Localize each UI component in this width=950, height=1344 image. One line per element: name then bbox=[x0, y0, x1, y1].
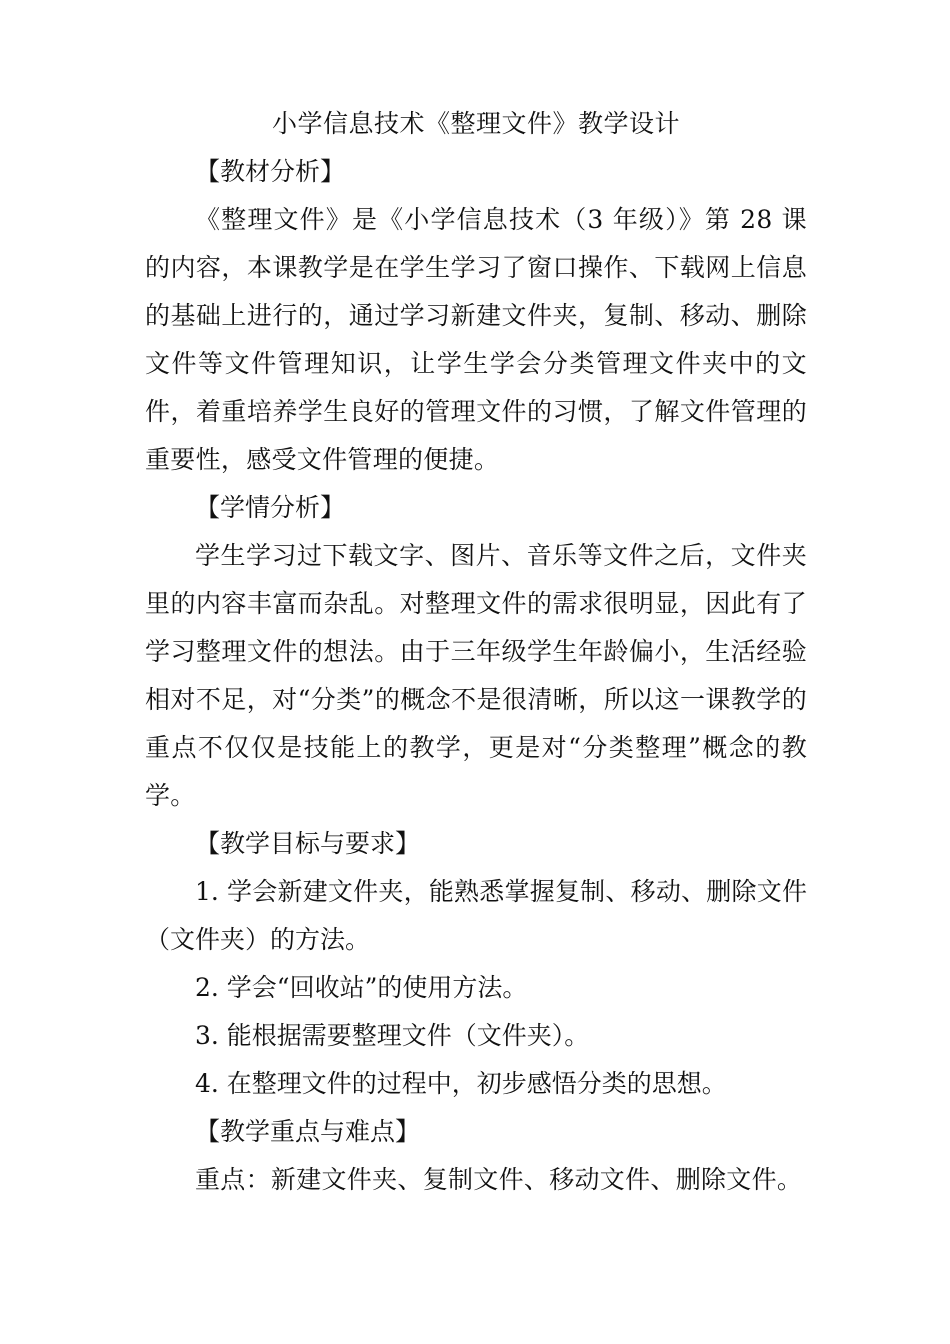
section-students bbox=[145, 484, 807, 820]
key-points-paragraph: 重点：新建文件夹、复制文件、移动文件、删除文件。 bbox=[195, 1165, 803, 1194]
section-heading-material: 【教材分析】 bbox=[195, 157, 346, 186]
section-heading-students: 【学情分析】 bbox=[195, 493, 346, 522]
section-key-points bbox=[145, 1108, 807, 1204]
material-paragraph: 《整理文件》是《小学信息技术（3 年级）》第 28 课的内容，本课教学是在学生学习了窗口操作、下载网上信息的基础上进行的，通过学习新建文件夹，复制、移动、删除文件等文件管理知识，让学生学会分类管理文件夹中的文件，着重培养学生良好的管理文件的习惯，了解文件管理的重要性，感受文件管理的便捷。 bbox=[145, 205, 807, 474]
document-page bbox=[145, 100, 807, 1204]
section-goals bbox=[145, 820, 807, 1108]
document-title: 小学信息技术《整理文件》教学设计 bbox=[271, 109, 680, 138]
students-paragraph: 学生学习过下载文字、图片、音乐等文件之后，文件夹里的内容丰富而杂乱。对整理文件的需求很明显，因此有了学习整理文件的想法。由于三年级学生年龄偏小，生活经验相对不足，对“分类”的概念不是很清晰，所以这一课教学的重点不仅仅是技能上的教学，更是对“分类整理”概念的教学。 bbox=[145, 541, 807, 810]
section-heading-goals: 【教学目标与要求】 bbox=[195, 829, 421, 858]
goal-item-1: 1. 学会新建文件夹，能熟悉掌握复制、移动、删除文件（文件夹）的方法。 bbox=[145, 877, 807, 954]
section-heading-key-points: 【教学重点与难点】 bbox=[195, 1117, 421, 1146]
section-material bbox=[145, 148, 807, 484]
goal-item-2: 2. 学会“回收站”的使用方法。 bbox=[195, 973, 528, 1002]
goal-item-4: 4. 在整理文件的过程中，初步感悟分类的思想。 bbox=[195, 1069, 727, 1098]
goal-item-3: 3. 能根据需要整理文件（文件夹）。 bbox=[195, 1021, 590, 1050]
